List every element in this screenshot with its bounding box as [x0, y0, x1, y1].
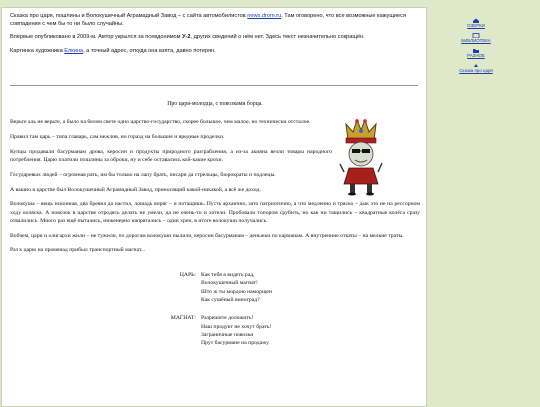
drom-link[interactable]: news.drom.ru [247, 13, 282, 19]
verse-line: Как сушёный виноград? [201, 296, 260, 303]
verse-line: Прут басурмане на продажу [201, 340, 269, 347]
intro-text: . Там оговорено, что все возможные кажущиеся совпадения с чем бы то ни было случайны. [10, 13, 406, 27]
sidebar-item-label: Сказка про царя [459, 68, 493, 74]
speaker-label: МАГНАТ: [170, 315, 196, 322]
intro-paragraph [10, 48, 418, 56]
story-paragraph: Вобчем, цари и олигархи жили – не тужили, по дорогам волокуши пылили, керосин басурманам – деньжки по карманам. А внутренние откаты – на мелкие траты. [10, 232, 404, 239]
sidebar-nav [440, 18, 512, 78]
speaker-label: ЦАРЬ: [179, 272, 196, 279]
content-page [1, 7, 427, 407]
dialogue-lines [201, 271, 272, 304]
story-body [10, 94, 420, 358]
dialogue-block [10, 271, 420, 304]
verse-line: Заграничные повозки [201, 331, 254, 338]
story-paragraph: Верьте аль не верьте, а было на белом свете одно царство-государство, скорее большое, чем малое, но технически отсталое. [10, 119, 311, 126]
verse-line: Наш продукт не хочут брать! [201, 323, 272, 330]
verse-line: Волокушечный магнат! [201, 280, 258, 287]
author-pseudonym: У-2 [182, 34, 191, 41]
sidebar-item-label: БИБЛИОТЕКА [461, 38, 491, 44]
intro-text: , других сведений о нём нет. Здесь текст незначительно сокращён. [190, 34, 365, 41]
intro-text: Впервые опубликовано в 2009-м. Автор укрылся за псевдонимом [10, 34, 183, 41]
story-title: Про царя-молодца, с повозками борца. [167, 101, 263, 107]
sidebar-item-label: ОЗЕРКИ [467, 23, 485, 28]
sidebar-item-label: РАЗНОЕ [467, 53, 485, 59]
intro-text: , а точный адрес, откуда она взята, давно потерян. [83, 47, 216, 54]
story-paragraph: А вашно в царстве был Волокушечный Аграмадный Завод, приносящий какой-никакой, а всё же доход. [10, 186, 261, 193]
intro-text: Картинка художника [10, 47, 65, 54]
dialogue-lines [201, 314, 271, 347]
dialogue-block [10, 314, 420, 347]
verse-line: Разрешите доложить! [201, 315, 254, 322]
tsar-illustration [338, 118, 384, 196]
sidebar-item-ozerki[interactable] [440, 18, 512, 28]
story-paragraph: Купцы продавали басурманам дрова, керосин и продукты природного разграбления, а из-за акияна везли товары народного потребления. Царю платили пошлины за оброки, ну и себе оставались кой-какие крохи. [10, 148, 332, 164]
intro-paragraph [10, 34, 418, 42]
artist-link[interactable]: Елкина [64, 47, 84, 54]
story-paragraph: Государевых людей – огромная рать, им бы только на лапу брать, писари да стрельцы, бюрократы и подлецы. [10, 171, 276, 178]
sidebar-item-current-story[interactable] [440, 63, 512, 73]
divider [10, 85, 418, 86]
story-paragraph: Волокуша – вещь исконная, два бревна да настил, лошадь впряг – и потащишь. Пусть архаично, зато патриотично, а что медленно и тряско – дык это не на рессорном ходу коляска. А повозок в царстве отродясь делать не умели, да не очень-то и хотели. Пробовали топором срубить, но как ни тащились – квадратные колёса сразу отвалились. Много раз ещё пытались, инженерно напрягались – одни хрен, в итоге волокуши получались. [10, 201, 420, 224]
intro-block [10, 13, 418, 61]
sidebar-item-misc[interactable] [440, 48, 512, 58]
story-paragraph: Правил там царь – типа главарь, сам нежлив, но горазд на большие и вредные проделки. [10, 134, 225, 141]
intro-paragraph [10, 13, 418, 29]
verse-line: Как тебя я видеть рад, [201, 272, 255, 279]
verse-line: Што ж ты мордою наморщен [201, 288, 272, 295]
story-paragraph: Раз к царю на променад прибыл транспортный магнат... [10, 247, 146, 254]
up-arrow-icon [474, 64, 478, 67]
intro-text: Сказка про царя, пошлины и Волокушечный Аграмадный Завод – с сайта автомобилистов [10, 13, 248, 19]
sidebar-item-library[interactable] [440, 33, 512, 43]
